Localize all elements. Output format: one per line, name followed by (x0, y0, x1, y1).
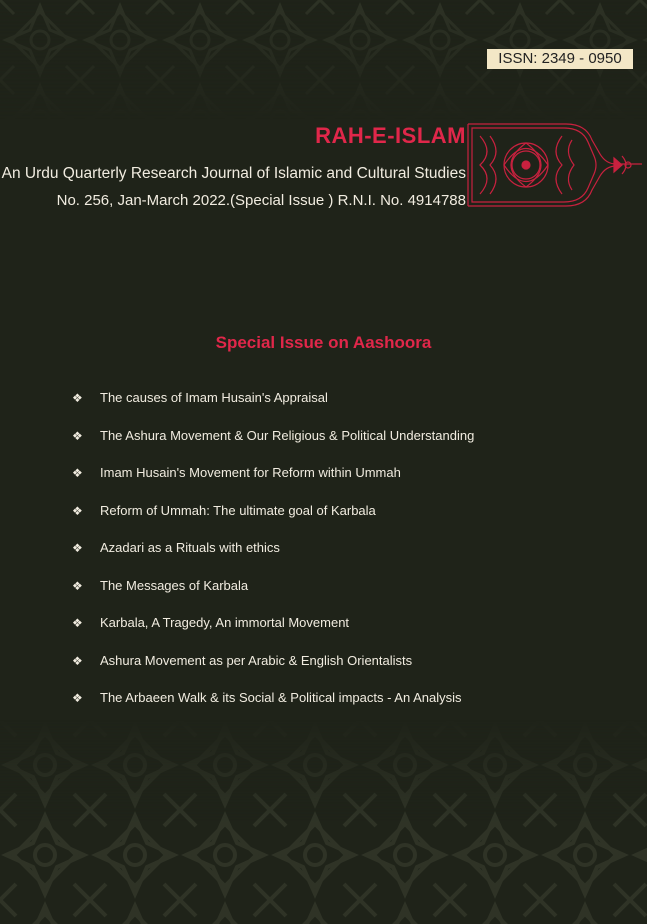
diamond-bullet-icon: ❖ (72, 653, 83, 668)
diamond-bullet-icon: ❖ (72, 541, 83, 555)
issn-label: ISSN: 2349 - 0950 (487, 49, 633, 69)
toc-item-title: Karbala, A Tragedy, An immortal Movement (100, 615, 350, 630)
toc-item (72, 428, 474, 466)
toc-item (72, 578, 474, 616)
toc-item (72, 653, 474, 691)
issue-info: No. 256, Jan-March 2022.(Special Issue ) R.N.I. No. 4914788 (56, 192, 466, 209)
toc-item-title: The Arbaeen Walk & its Social & Political impacts - An Analysis (100, 690, 462, 705)
diamond-bullet-icon: ❖ (72, 391, 83, 405)
diamond-bullet-icon: ❖ (72, 616, 83, 630)
toc-item-title: The Messages of Karbala (100, 577, 249, 593)
toc-item (72, 615, 474, 653)
toc-item-title: Ashura Movement as per Arabic & English Orientalists (100, 652, 413, 668)
toc-item (72, 465, 474, 503)
toc-item (72, 690, 474, 728)
arabesque-ornament-icon (466, 122, 644, 208)
diamond-bullet-icon: ❖ (72, 428, 83, 443)
diamond-bullet-icon: ❖ (72, 691, 83, 705)
toc-item-title: The causes of Imam Husain's Appraisal (100, 390, 328, 405)
diamond-bullet-icon: ❖ (72, 466, 83, 480)
special-issue-heading: Special Issue on Aashoora (215, 333, 432, 352)
geometric-pattern-bottom (0, 720, 647, 924)
toc-item-title: Reform of Ummah: The ultimate goal of Karbala (100, 502, 376, 518)
journal-subtitle: An Urdu Quarterly Research Journal of Islamic and Cultural Studies (1, 165, 466, 182)
toc-item (72, 540, 474, 578)
toc-item-title: Azadari as a Rituals with ethics (100, 540, 280, 555)
diamond-bullet-icon: ❖ (72, 503, 83, 518)
journal-title: RAH-E-ISLAM (315, 123, 466, 148)
toc-item-title: Imam Husain's Movement for Reform within Ummah (100, 465, 401, 480)
toc-item-title: The Ashura Movement & Our Religious & Political Understanding (100, 427, 475, 443)
toc-item (72, 503, 474, 541)
toc-item (72, 390, 474, 428)
table-of-contents (72, 390, 474, 728)
diamond-bullet-icon: ❖ (72, 578, 83, 593)
